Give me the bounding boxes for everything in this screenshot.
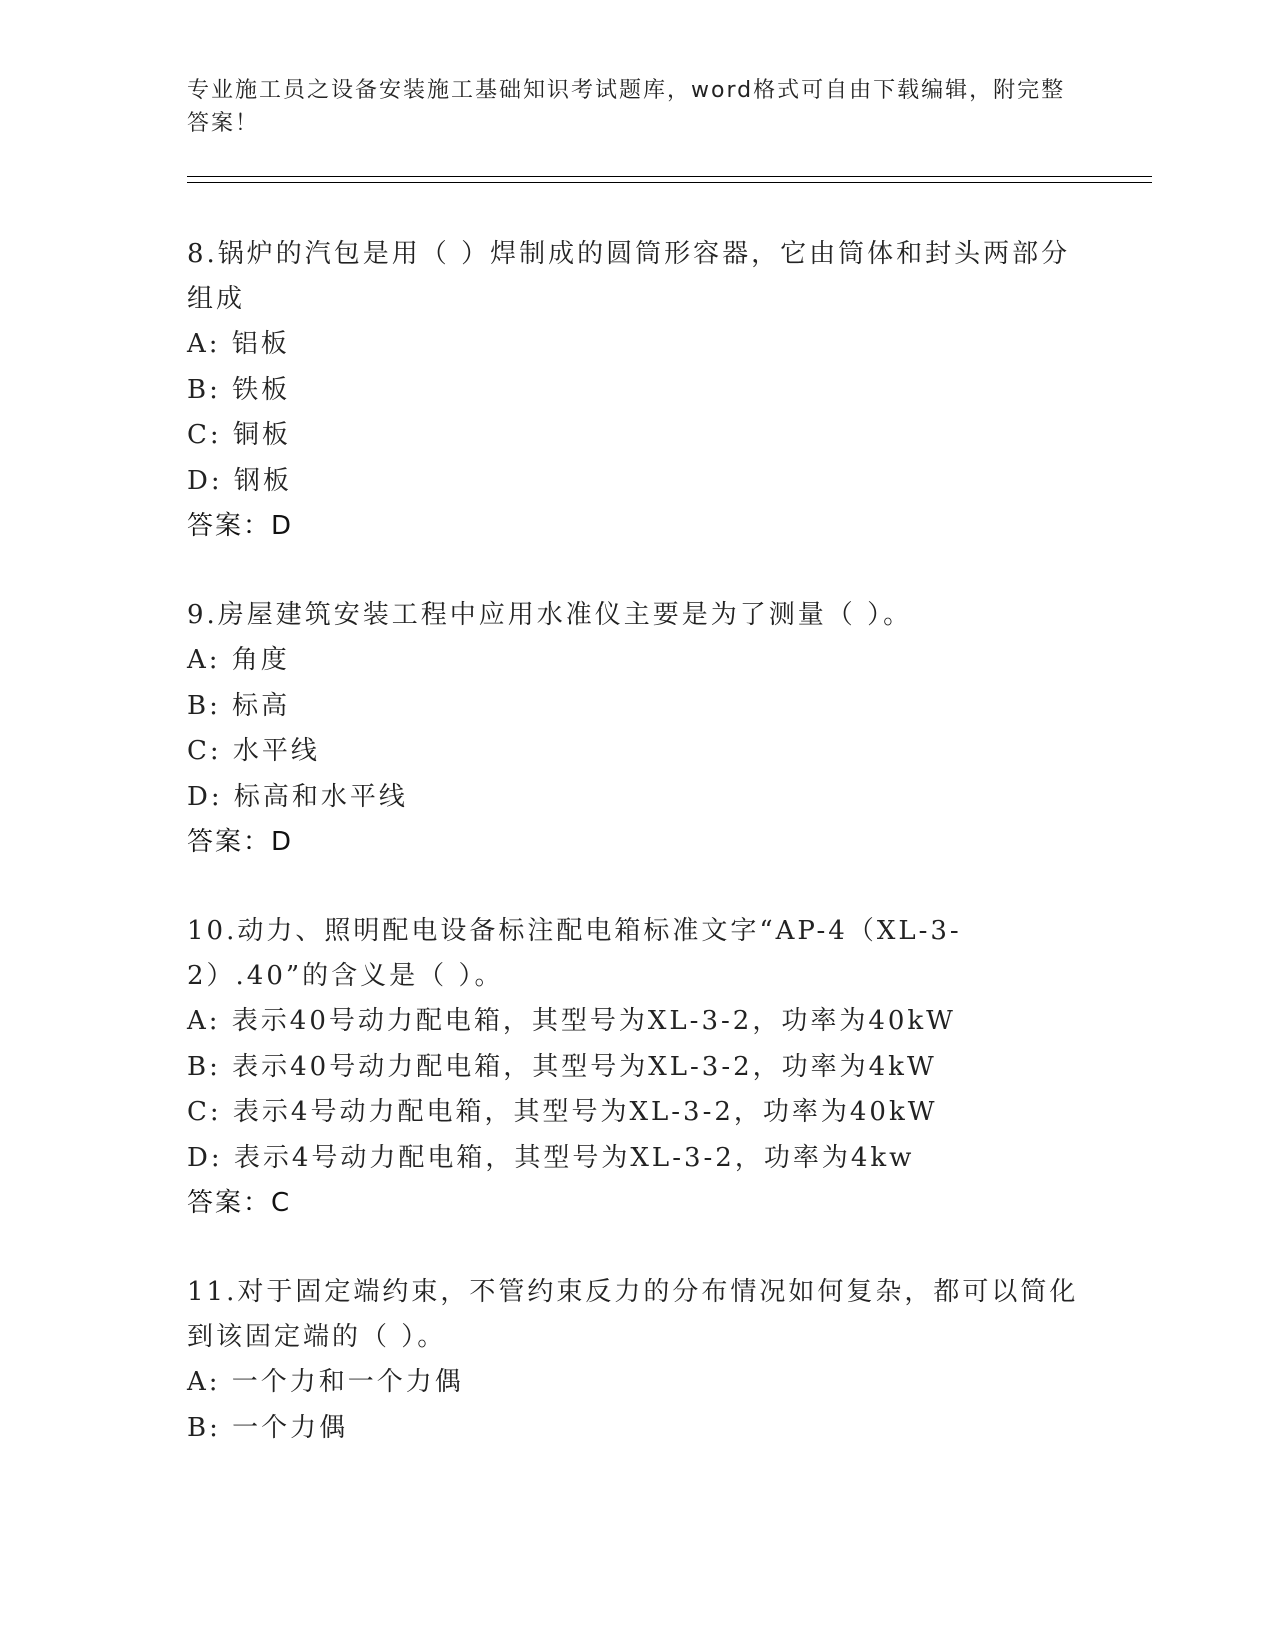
- question-8: [187, 232, 1087, 549]
- answer-line: 答案：D: [187, 827, 294, 857]
- option-c: C: 铜板: [187, 420, 291, 450]
- document-header: 专业施工员之设备安装施工基础知识考试题库，word格式可自由下载编辑，附完整答案！: [187, 78, 1066, 136]
- option-b: B: 表示40号动力配电箱，其型号为XL-3-2，功率为4kW: [187, 1051, 937, 1082]
- option-a: A: 一个力和一个力偶: [187, 1367, 464, 1397]
- option-d: D: 标高和水平线: [187, 781, 408, 812]
- option-c: C: 水平线: [187, 736, 320, 766]
- option-b: B: 一个力偶: [187, 1412, 349, 1443]
- answer-line: 答案：D: [187, 511, 294, 541]
- option-a: A: 角度: [187, 645, 290, 675]
- question-11: [187, 1270, 1087, 1451]
- question-stem: 9.房屋建筑安装工程中应用水准仪主要是为了测量（ ）。: [187, 600, 913, 630]
- option-c: C: 表示4号动力配电箱，其型号为XL-3-2，功率为40kW: [187, 1097, 938, 1127]
- header-divider-bottom: [187, 182, 1152, 183]
- option-b: B: 铁板: [187, 374, 291, 405]
- question-9: [187, 593, 1087, 865]
- question-10: [187, 909, 1087, 1226]
- answer-line: 答案：C: [187, 1188, 292, 1218]
- question-stem: 11.对于固定端约束，不管约束反力的分布情况如何复杂，都可以简化到该固定端的（ ）。: [187, 1277, 1079, 1352]
- option-a: A: 表示40号动力配电箱，其型号为XL-3-2，功率为40kW: [187, 1006, 956, 1036]
- question-stem: 10.动力、照明配电设备标注配电箱标准文字“AP-4（XL-3-2）.40”的含义是（ ）。: [187, 916, 962, 991]
- option-d: D: 钢板: [187, 465, 292, 496]
- header-divider-top: [187, 176, 1152, 177]
- question-list: [187, 232, 1087, 1495]
- question-stem: 8.锅炉的汽包是用（ ）焊制成的圆筒形容器，它由筒体和封头两部分组成: [187, 239, 1071, 314]
- option-b: B: 标高: [187, 690, 291, 721]
- option-d: D: 表示4号动力配电箱，其型号为XL-3-2，功率为4kw: [187, 1142, 915, 1173]
- option-a: A: 铝板: [187, 329, 290, 359]
